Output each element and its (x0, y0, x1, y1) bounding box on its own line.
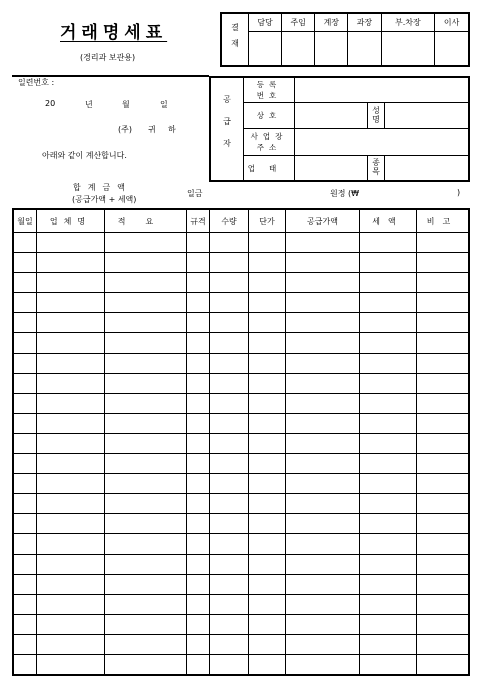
table-cell[interactable] (37, 253, 105, 273)
table-cell[interactable] (286, 413, 360, 433)
table-cell[interactable] (13, 353, 37, 373)
table-cell[interactable] (187, 253, 210, 273)
table-row (13, 273, 469, 293)
table-cell[interactable] (417, 413, 470, 433)
table-cell[interactable] (187, 333, 210, 353)
table-cell[interactable] (105, 554, 187, 574)
table-cell[interactable] (286, 233, 360, 253)
table-row (13, 233, 469, 253)
address-label-text: 사업장주소 (250, 132, 288, 152)
table-cell[interactable] (105, 273, 187, 293)
table-cell[interactable] (286, 594, 360, 614)
table-cell[interactable] (210, 373, 249, 393)
col-qty: 수량 (210, 209, 249, 233)
table-cell[interactable] (37, 433, 105, 453)
table-cell[interactable] (37, 293, 105, 313)
table-cell[interactable] (360, 413, 417, 433)
total-sub-label: (공급가액 + 세액) (72, 195, 137, 204)
table-cell[interactable] (105, 494, 187, 514)
table-cell[interactable] (13, 393, 37, 413)
ceo-name-label-text: 성명 (371, 105, 381, 124)
reg-number-field[interactable] (295, 77, 470, 103)
col-description: 적요 (105, 209, 187, 233)
table-cell[interactable] (360, 373, 417, 393)
table-row (13, 494, 469, 514)
table-cell[interactable] (249, 413, 286, 433)
table-cell[interactable] (105, 454, 187, 474)
approval-col-4: 부.차장 (381, 13, 435, 32)
table-row (13, 333, 469, 353)
table-cell[interactable] (105, 333, 187, 353)
table-cell[interactable] (286, 393, 360, 413)
table-cell[interactable] (249, 614, 286, 634)
table-cell[interactable] (360, 233, 417, 253)
table-cell[interactable] (286, 614, 360, 634)
table-cell[interactable] (249, 333, 286, 353)
customer-ha: 하 (168, 125, 176, 134)
table-cell[interactable] (187, 313, 210, 333)
table-cell[interactable] (37, 554, 105, 574)
table-cell[interactable] (187, 353, 210, 373)
total-won: 원정 (₩ (330, 189, 360, 198)
table-cell[interactable] (286, 273, 360, 293)
table-cell[interactable] (187, 393, 210, 413)
table-cell[interactable] (210, 353, 249, 373)
table-cell[interactable] (286, 353, 360, 373)
table-cell[interactable] (105, 534, 187, 554)
table-cell[interactable] (187, 233, 210, 253)
table-cell[interactable] (13, 293, 37, 313)
table-cell[interactable] (360, 534, 417, 554)
date-month-label: 월 (122, 100, 130, 109)
table-cell[interactable] (249, 494, 286, 514)
table-cell[interactable] (13, 534, 37, 554)
table-cell[interactable] (249, 293, 286, 313)
table-cell[interactable] (360, 313, 417, 333)
table-row (13, 474, 469, 494)
table-cell[interactable] (286, 534, 360, 554)
col-spec: 규격 (187, 209, 210, 233)
table-cell[interactable] (360, 614, 417, 634)
table-row (13, 554, 469, 574)
table-cell[interactable] (210, 413, 249, 433)
table-cell[interactable] (360, 574, 417, 594)
table-cell[interactable] (187, 574, 210, 594)
approval-label (221, 13, 249, 66)
table-row (13, 534, 469, 554)
table-cell[interactable] (417, 273, 470, 293)
table-cell[interactable] (37, 614, 105, 634)
table-cell[interactable] (249, 554, 286, 574)
table-cell[interactable] (210, 474, 249, 494)
table-cell[interactable] (187, 514, 210, 534)
table-row (13, 373, 469, 393)
table-cell[interactable] (210, 594, 249, 614)
business-item-field[interactable] (385, 156, 470, 182)
table-cell[interactable] (210, 614, 249, 634)
table-cell[interactable] (13, 313, 37, 333)
table-cell[interactable] (13, 233, 37, 253)
customer-corp: (주) (118, 125, 132, 134)
table-cell[interactable] (105, 373, 187, 393)
table-cell[interactable] (37, 313, 105, 333)
table-cell[interactable] (13, 413, 37, 433)
table-cell[interactable] (105, 474, 187, 494)
table-row (13, 353, 469, 373)
table-cell[interactable] (210, 534, 249, 554)
table-cell[interactable] (210, 433, 249, 453)
items-table (12, 208, 470, 676)
table-cell[interactable] (286, 474, 360, 494)
table-cell[interactable] (249, 634, 286, 654)
table-cell[interactable] (37, 393, 105, 413)
table-cell[interactable] (210, 634, 249, 654)
table-cell[interactable] (360, 293, 417, 313)
table-cell[interactable] (105, 393, 187, 413)
table-cell[interactable] (286, 373, 360, 393)
approval-col-2: 계장 (315, 13, 348, 32)
business-type-label-text: 업태 (247, 163, 291, 173)
table-cell[interactable] (187, 594, 210, 614)
table-cell[interactable] (37, 353, 105, 373)
table-cell[interactable] (360, 554, 417, 574)
table-cell[interactable] (187, 654, 210, 675)
table-row (13, 433, 469, 453)
table-cell[interactable] (417, 514, 470, 534)
table-cell[interactable] (360, 514, 417, 534)
table-cell[interactable] (13, 574, 37, 594)
address-label (244, 129, 295, 156)
table-cell[interactable] (286, 654, 360, 675)
table-cell[interactable] (105, 614, 187, 634)
table-row (13, 413, 469, 433)
table-cell[interactable] (286, 514, 360, 534)
business-item-label (368, 156, 385, 182)
table-cell[interactable] (13, 273, 37, 293)
table-cell[interactable] (187, 474, 210, 494)
table-cell[interactable] (13, 454, 37, 474)
table-cell[interactable] (249, 273, 286, 293)
approval-sign-4[interactable] (381, 32, 435, 67)
table-cell[interactable] (417, 293, 470, 313)
table-cell[interactable] (249, 474, 286, 494)
table-cell[interactable] (37, 474, 105, 494)
table-cell[interactable] (417, 353, 470, 373)
table-cell[interactable] (360, 634, 417, 654)
table-cell[interactable] (105, 654, 187, 675)
table-cell[interactable] (105, 253, 187, 273)
table-cell[interactable] (286, 554, 360, 574)
table-cell[interactable] (249, 353, 286, 373)
date-year: 20 (45, 99, 56, 108)
table-row (13, 514, 469, 534)
table-row (13, 594, 469, 614)
table-cell[interactable] (249, 654, 286, 675)
table-cell[interactable] (105, 313, 187, 333)
table-cell[interactable] (286, 494, 360, 514)
business-item-label-text: 종목 (371, 158, 381, 176)
col-date: 월일 (13, 209, 37, 233)
table-row (13, 574, 469, 594)
table-cell[interactable] (360, 654, 417, 675)
col-unit-price: 단가 (249, 209, 286, 233)
table-cell[interactable] (187, 534, 210, 554)
table-row (13, 313, 469, 333)
page-subtitle: (경리과 보관용) (80, 53, 136, 62)
table-row (13, 614, 469, 634)
table-cell[interactable] (249, 433, 286, 453)
table-cell[interactable] (210, 313, 249, 333)
table-cell[interactable] (360, 333, 417, 353)
supplier-box (209, 76, 470, 182)
table-cell[interactable] (360, 594, 417, 614)
table-cell[interactable] (210, 494, 249, 514)
table-cell[interactable] (286, 293, 360, 313)
table-cell[interactable] (13, 253, 37, 273)
table-cell[interactable] (13, 433, 37, 453)
business-type-field[interactable] (295, 156, 368, 182)
table-cell[interactable] (37, 413, 105, 433)
table-cell[interactable] (105, 233, 187, 253)
table-row (13, 293, 469, 313)
table-cell[interactable] (249, 233, 286, 253)
table-cell[interactable] (417, 333, 470, 353)
table-cell[interactable] (187, 273, 210, 293)
table-cell[interactable] (417, 313, 470, 333)
reg-number-label (244, 77, 295, 103)
col-remarks: 비고 (417, 209, 470, 233)
table-cell[interactable] (286, 433, 360, 453)
reg-number-label-text: 등록번호 (256, 80, 282, 100)
table-cell[interactable] (417, 574, 470, 594)
table-cell[interactable] (417, 494, 470, 514)
table-cell[interactable] (417, 614, 470, 634)
table-cell[interactable] (286, 253, 360, 273)
table-cell[interactable] (187, 433, 210, 453)
table-row (13, 393, 469, 413)
table-cell[interactable] (417, 474, 470, 494)
table-cell[interactable] (210, 454, 249, 474)
table-cell[interactable] (37, 454, 105, 474)
table-cell[interactable] (210, 654, 249, 675)
table-cell[interactable] (13, 514, 37, 534)
table-cell[interactable] (210, 293, 249, 313)
table-cell[interactable] (13, 614, 37, 634)
table-cell[interactable] (37, 574, 105, 594)
table-cell[interactable] (210, 273, 249, 293)
table-cell[interactable] (13, 654, 37, 675)
approval-col-5: 이사 (435, 13, 469, 32)
table-cell[interactable] (249, 534, 286, 554)
table-cell[interactable] (249, 393, 286, 413)
table-row (13, 654, 469, 675)
table-cell[interactable] (417, 554, 470, 574)
table-cell[interactable] (210, 253, 249, 273)
table-cell[interactable] (187, 554, 210, 574)
col-supply-amount: 공급가액 (286, 209, 360, 233)
table-cell[interactable] (210, 514, 249, 534)
table-cell[interactable] (105, 514, 187, 534)
table-cell[interactable] (360, 393, 417, 413)
table-cell[interactable] (187, 494, 210, 514)
table-cell[interactable] (417, 634, 470, 654)
table-cell[interactable] (37, 373, 105, 393)
business-type-label (244, 156, 295, 182)
table-cell[interactable] (210, 554, 249, 574)
approval-col-3: 과장 (348, 13, 381, 32)
table-cell[interactable] (360, 433, 417, 453)
table-cell[interactable] (37, 534, 105, 554)
table-cell[interactable] (210, 574, 249, 594)
table-cell[interactable] (417, 433, 470, 453)
table-cell[interactable] (417, 373, 470, 393)
table-cell[interactable] (187, 614, 210, 634)
company-name-label-text: 상호 (256, 111, 282, 120)
notice-text: 아래와 같이 계산합니다. (42, 151, 127, 160)
company-name-label (244, 103, 295, 129)
table-cell[interactable] (210, 333, 249, 353)
serial-label: 일련번호 : (18, 78, 55, 87)
company-name-field[interactable] (295, 103, 368, 129)
table-row (13, 634, 469, 654)
table-cell[interactable] (417, 253, 470, 273)
table-cell[interactable] (37, 634, 105, 654)
page-title: 거래명세표 (60, 23, 168, 43)
table-cell[interactable] (360, 494, 417, 514)
table-cell[interactable] (360, 474, 417, 494)
approval-col-0: 담당 (249, 13, 282, 32)
table-cell[interactable] (360, 273, 417, 293)
approval-sign-3[interactable] (348, 32, 381, 67)
table-cell[interactable] (105, 594, 187, 614)
supplier-label (210, 77, 244, 181)
table-row (13, 253, 469, 273)
table-cell[interactable] (13, 634, 37, 654)
table-cell[interactable] (249, 454, 286, 474)
table-row (13, 454, 469, 474)
table-cell[interactable] (249, 253, 286, 273)
address-field[interactable] (295, 129, 470, 156)
ceo-name-field[interactable] (385, 103, 470, 129)
ceo-name-label (368, 103, 385, 129)
table-cell[interactable] (13, 373, 37, 393)
table-cell[interactable] (187, 373, 210, 393)
table-cell[interactable] (417, 233, 470, 253)
total-close: ) (457, 188, 461, 197)
table-cell[interactable] (187, 413, 210, 433)
table-cell[interactable] (105, 293, 187, 313)
approval-sign-2[interactable] (315, 32, 348, 67)
table-cell[interactable] (187, 293, 210, 313)
table-cell[interactable] (37, 594, 105, 614)
table-cell[interactable] (417, 534, 470, 554)
table-cell[interactable] (286, 313, 360, 333)
table-cell[interactable] (13, 474, 37, 494)
table-cell[interactable] (249, 313, 286, 333)
table-cell[interactable] (249, 574, 286, 594)
table-cell[interactable] (286, 454, 360, 474)
table-cell[interactable] (286, 634, 360, 654)
approval-sign-0[interactable] (249, 32, 282, 67)
table-cell[interactable] (13, 494, 37, 514)
approval-sign-5[interactable] (435, 32, 469, 67)
table-cell[interactable] (360, 253, 417, 273)
supplier-label-text: 공급자 (222, 95, 232, 161)
table-cell[interactable] (210, 233, 249, 253)
table-cell[interactable] (360, 353, 417, 373)
approval-label-text: 결재 (230, 22, 240, 55)
table-cell[interactable] (105, 353, 187, 373)
table-cell[interactable] (37, 514, 105, 534)
col-company: 업체명 (37, 209, 105, 233)
table-cell[interactable] (417, 594, 470, 614)
table-cell[interactable] (187, 634, 210, 654)
table-cell[interactable] (105, 574, 187, 594)
table-cell[interactable] (105, 634, 187, 654)
table-cell[interactable] (417, 654, 470, 675)
table-cell[interactable] (105, 413, 187, 433)
approval-box (220, 12, 470, 67)
col-tax: 세액 (360, 209, 417, 233)
table-cell[interactable] (286, 574, 360, 594)
approval-sign-1[interactable] (282, 32, 315, 67)
table-cell[interactable] (249, 373, 286, 393)
table-cell[interactable] (187, 454, 210, 474)
total-unit: 일금 (187, 189, 203, 198)
customer-gwi: 귀 (148, 125, 156, 134)
table-cell[interactable] (105, 433, 187, 453)
approval-col-1: 주임 (282, 13, 315, 32)
table-cell[interactable] (37, 233, 105, 253)
table-cell[interactable] (37, 273, 105, 293)
table-cell[interactable] (37, 333, 105, 353)
table-cell[interactable] (249, 514, 286, 534)
total-amount-field[interactable] (205, 197, 320, 198)
table-cell[interactable] (13, 594, 37, 614)
table-cell[interactable] (37, 654, 105, 675)
table-cell[interactable] (37, 494, 105, 514)
table-cell[interactable] (360, 454, 417, 474)
table-cell[interactable] (13, 554, 37, 574)
table-cell[interactable] (417, 393, 470, 413)
total-label: 합계금액 (73, 183, 132, 192)
table-cell[interactable] (13, 333, 37, 353)
table-cell[interactable] (286, 333, 360, 353)
table-header-row (13, 209, 469, 233)
date-day-label: 일 (160, 100, 168, 109)
table-cell[interactable] (210, 393, 249, 413)
table-cell[interactable] (417, 454, 470, 474)
table-cell[interactable] (249, 594, 286, 614)
date-year-label: 년 (85, 100, 93, 109)
